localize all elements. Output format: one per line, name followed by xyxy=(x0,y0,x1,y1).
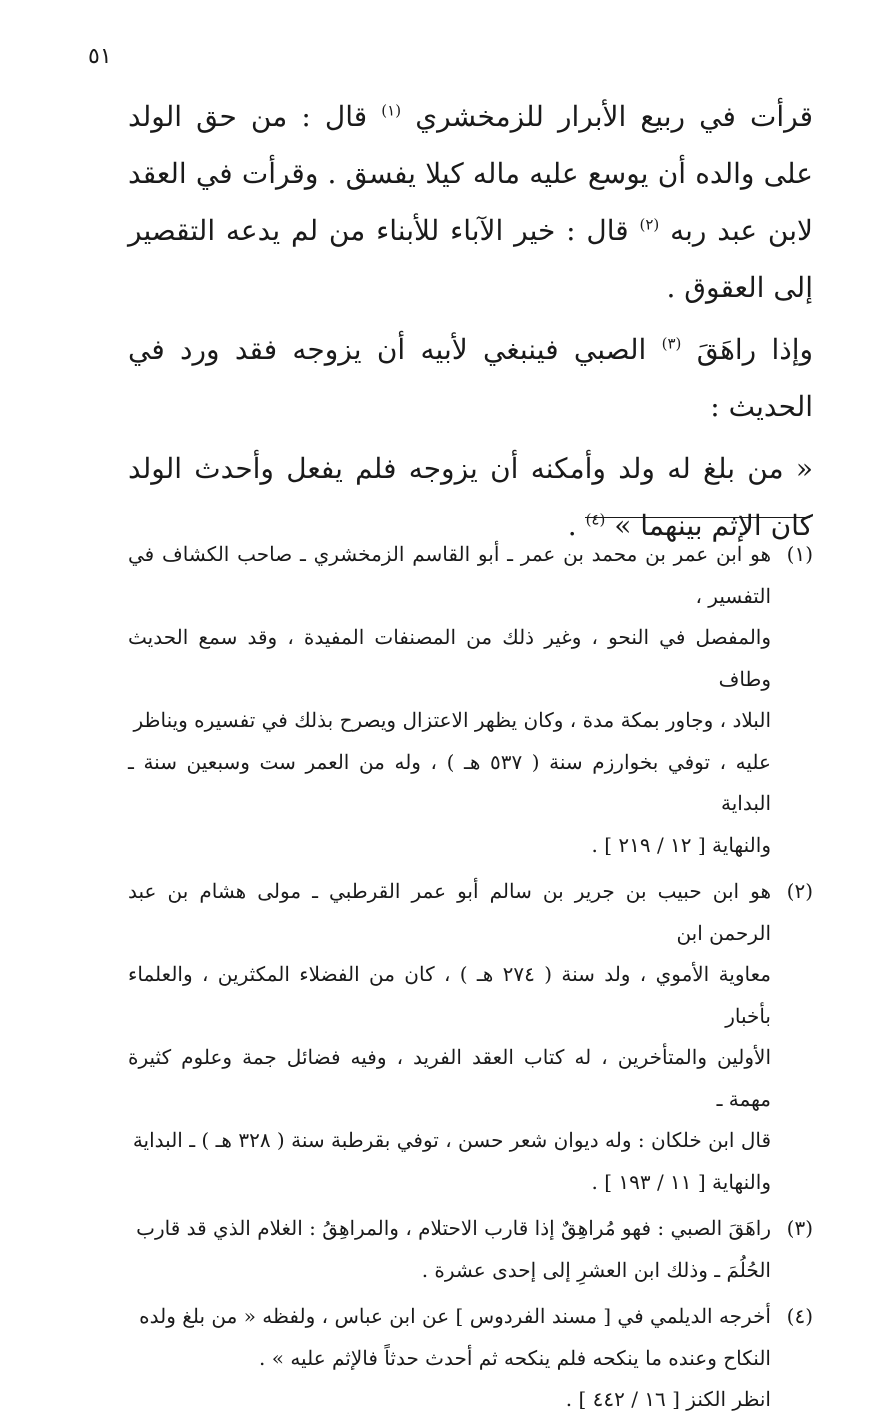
footnote-reference: (٢) xyxy=(639,215,660,234)
footnote-number: (٣) xyxy=(786,1216,813,1240)
footnote-number: (٢) xyxy=(786,879,813,903)
footnote-line: هو ابن عمر بن محمد بن عمر ـ أبو القاسم الزمخشري ـ صاحب الكشاف في التفسير ، xyxy=(128,542,771,608)
footnote-line: الأولين والمتأخرين ، له كتاب العقد الفريد ، وفيه فضائل جمة وعلوم كثيرة مهمة ـ xyxy=(128,1045,771,1111)
footnote-line: والمفصل في النحو ، وغير ذلك من المصنفات المفيدة ، وقد سمع الحديث وطاف xyxy=(128,625,771,691)
footnote-1 xyxy=(128,534,813,866)
footnote-line: راهَقَ الصبي : فهو مُراهِقٌ إذا قارب الاحتلام ، والمراهِقُ : الغلام الذي قد قارب xyxy=(136,1216,771,1240)
page-number: ٥١ xyxy=(88,44,112,69)
footnote-number: (١) xyxy=(786,542,813,566)
footnote-reference: (١) xyxy=(381,101,402,120)
footnote-3 xyxy=(128,1208,813,1291)
footnote-line: والنهاية [ ١٢ / ٢١٩ ] . xyxy=(591,832,771,857)
paragraph-2 xyxy=(128,321,813,435)
footnote-4 xyxy=(128,1296,813,1421)
footnote-line: الحُلُمَ ـ وذلك ابن العشرِ إلى إحدى عشرة . xyxy=(421,1257,771,1282)
footnote-line: عليه ، توفي بخوارزم سنة ( ٥٣٧ هـ ) ، وله من العمر ست وسبعين سنة ـ البداية xyxy=(128,749,771,815)
footnote-separator xyxy=(585,517,810,518)
footnotes xyxy=(128,534,813,1421)
hadith-quote: « من بلغ له ولد وأمكنه أن يزوجه فلم يفعل وأحدث الولد كان الإثم بينهما » xyxy=(128,452,813,542)
paragraph-end: . xyxy=(567,509,577,542)
paragraph-1 xyxy=(128,88,813,316)
footnote-line: والنهاية [ ١١ / ١٩٣ ] . xyxy=(591,1169,771,1194)
footnote-line: النكاح وعنده ما ينكحه فلم ينكحه ثم أحدث حدثاً فالإثم عليه » . xyxy=(259,1345,771,1370)
footnote-line: أخرجه الديلمي في [ مسند الفردوس ] عن ابن عباس ، ولفظه « من بلغ ولده xyxy=(139,1304,771,1328)
paragraph-text: قال : من حق الولد على والده أن يوسع عليه ماله كيلا يفسق . وقرأت في العقد لابن عبد ربه xyxy=(128,100,814,247)
footnote-number: (٤) xyxy=(786,1304,813,1328)
paragraph-text: وإذا راهَقَ xyxy=(696,333,814,366)
footnote-line: معاوية الأموي ، ولد سنة ( ٢٧٤ هـ ) ، كان من الفضلاء المكثرين ، والعلماء بأخبار xyxy=(128,962,771,1028)
footnote-line: انظر الكنز [ ١٦ / ٤٤٢ ] . xyxy=(565,1387,771,1411)
paragraph-text: قال : خير الآباء للأبناء من لم يدعه التقصير إلى العقوق . xyxy=(128,214,813,304)
main-text xyxy=(128,88,813,554)
footnote-2 xyxy=(128,871,813,1203)
footnote-reference: (٤) xyxy=(585,510,606,529)
paragraph-text: الصبي فينبغي لأبيه أن يزوجه فقد ورد في الحديث : xyxy=(128,333,813,423)
paragraph-text: قرأت في ربيع الأبرار للزمخشري xyxy=(415,100,813,133)
footnote-line: هو ابن حبيب بن جرير بن سالم أبو عمر القرطبي ـ مولى هشام بن عبد الرحمن ابن xyxy=(128,879,771,945)
footnote-line: قال ابن خلكان : وله ديوان شعر حسن ، توفي بقرطبة سنة ( ٣٢٨ هـ ) ـ البداية xyxy=(132,1128,771,1152)
footnote-line: البلاد ، وجاور بمكة مدة ، وكان يظهر الاعتزال ويصرح بذلك في تفسيره ويناظر xyxy=(133,708,771,732)
footnote-reference: (٣) xyxy=(661,334,682,353)
